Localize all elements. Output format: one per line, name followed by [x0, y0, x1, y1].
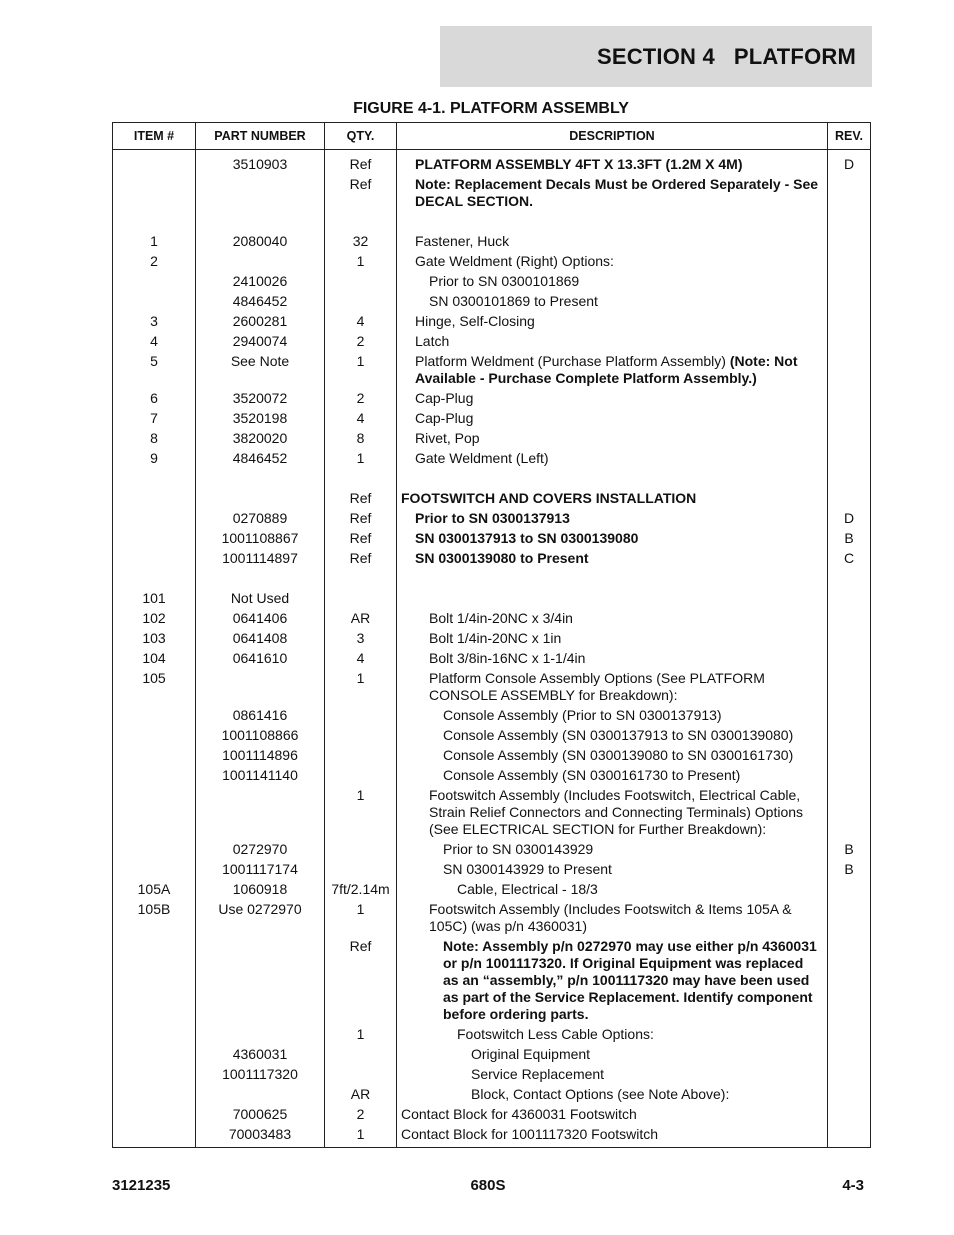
- part-number-cell: 3520072: [196, 388, 325, 408]
- description-cell: [397, 648, 828, 668]
- description-text: Gate Weldment (Right) Options:: [415, 253, 614, 269]
- table-row: [113, 879, 871, 899]
- item-number-cell: [113, 936, 196, 1024]
- part-number-cell: 1001117174: [196, 859, 325, 879]
- description-cell: [397, 408, 828, 428]
- table-row: [113, 785, 871, 839]
- item-number-cell: 4: [113, 331, 196, 351]
- description-text: SN 0300137913 to SN 0300139080: [415, 530, 639, 546]
- description-cell: [397, 668, 828, 705]
- description-text: Console Assembly (SN 0300139080 to SN 0300161730): [443, 747, 794, 763]
- table-row: [113, 291, 871, 311]
- rev-cell: [828, 936, 871, 1024]
- qty-cell: 7ft/2.14m: [325, 879, 397, 899]
- rev-cell: [828, 628, 871, 648]
- table-row: [113, 468, 871, 488]
- rev-cell: [828, 428, 871, 448]
- column-header-qty: QTY.: [325, 123, 397, 150]
- rev-cell: [828, 705, 871, 725]
- rev-cell: [828, 765, 871, 785]
- item-number-cell: [113, 785, 196, 839]
- item-number-cell: 2: [113, 251, 196, 271]
- table-row: [113, 211, 871, 231]
- description-text: Bolt 1/4in-20NC x 3/4in: [429, 610, 573, 626]
- item-number-cell: [113, 1084, 196, 1104]
- rev-cell: D: [828, 508, 871, 528]
- table-row: [113, 448, 871, 468]
- item-number-cell: [113, 568, 196, 588]
- table-row: [113, 388, 871, 408]
- description-text: Note: Replacement Decals Must be Ordered Separately - See DECAL SECTION.: [415, 176, 819, 209]
- description-text: Note: Assembly p/n 0272970 may use either p/n 4360031 or p/n 1001117320. If Original Equipment was replaced as an “assembly,” p/n 1001117320 may have been used as part of the Service Replacement. Identify component before ordering parts.: [443, 938, 817, 1022]
- rev-cell: [828, 1044, 871, 1064]
- item-number-cell: 105B: [113, 899, 196, 936]
- description-text: Prior to SN 0300137913: [415, 510, 570, 526]
- description-cell: [397, 291, 828, 311]
- part-number-cell: 1001117320: [196, 1064, 325, 1084]
- description-cell: [397, 1044, 828, 1064]
- item-number-cell: 7: [113, 408, 196, 428]
- table-row: [113, 508, 871, 528]
- item-number-cell: [113, 271, 196, 291]
- table-row: [113, 765, 871, 785]
- item-number-cell: 3: [113, 311, 196, 331]
- rev-cell: [828, 251, 871, 271]
- description-cell: [397, 1084, 828, 1104]
- table-row: [113, 408, 871, 428]
- footer-model: 680S: [470, 1177, 506, 1194]
- rev-cell: [828, 879, 871, 899]
- description-text: Prior to SN 0300143929: [443, 841, 594, 857]
- qty-cell: Ref: [325, 174, 397, 211]
- qty-cell: AR: [325, 608, 397, 628]
- table-row: [113, 1104, 871, 1124]
- rev-cell: [828, 1124, 871, 1148]
- item-number-cell: 5: [113, 351, 196, 388]
- description-text: Contact Block for 1001117320 Footswitch: [401, 1126, 659, 1142]
- section-title: SECTION 4 PLATFORM: [596, 43, 856, 69]
- description-cell: [397, 785, 828, 839]
- rev-cell: [828, 488, 871, 508]
- part-number-cell: 2410026: [196, 271, 325, 291]
- description-cell: [397, 705, 828, 725]
- item-number-cell: [113, 1044, 196, 1064]
- part-number-cell: 3820020: [196, 428, 325, 448]
- qty-cell: [325, 745, 397, 765]
- rev-cell: B: [828, 528, 871, 548]
- description-cell: [397, 251, 828, 271]
- table-row: [113, 859, 871, 879]
- rev-cell: [828, 648, 871, 668]
- description-text: SN 0300139080 to Present: [415, 550, 589, 566]
- description-text: Bolt 1/4in-20NC x 1in: [429, 630, 562, 646]
- footer-page-number: 4-3: [842, 1177, 864, 1194]
- qty-cell: 1: [325, 1124, 397, 1148]
- column-header-rev: REV.: [828, 123, 871, 150]
- description-text: Latch: [415, 333, 450, 349]
- qty-cell: 1: [325, 1024, 397, 1044]
- qty-cell: Ref: [325, 508, 397, 528]
- description-text: Footswitch Assembly (Includes Footswitch, Electrical Cable, Strain Relief Connectors and Connecting Terminals) Options (See ELECTRICAL SECTION for Further Breakdown):: [429, 787, 804, 837]
- description-cell: [397, 765, 828, 785]
- rev-cell: [828, 608, 871, 628]
- qty-cell: [325, 468, 397, 488]
- description-text: Platform Console Assembly Options (See PLATFORM CONSOLE ASSEMBLY for Breakdown):: [429, 670, 765, 703]
- description-cell: [397, 839, 828, 859]
- part-number-cell: 1001108867: [196, 528, 325, 548]
- description-text: Original Equipment: [471, 1046, 591, 1062]
- item-number-cell: [113, 548, 196, 568]
- rev-cell: [828, 785, 871, 839]
- table-row: [113, 428, 871, 448]
- description-text: Prior to SN 0300101869: [429, 273, 580, 289]
- description-text: Console Assembly (Prior to SN 0300137913): [443, 707, 722, 723]
- qty-cell: 1: [325, 351, 397, 388]
- table-row: [113, 528, 871, 548]
- item-number-cell: [113, 765, 196, 785]
- item-number-cell: [113, 488, 196, 508]
- part-number-cell: [196, 936, 325, 1024]
- table-row: [113, 745, 871, 765]
- item-number-cell: [113, 745, 196, 765]
- item-number-cell: [113, 839, 196, 859]
- description-text: Gate Weldment (Left): [415, 450, 549, 466]
- part-number-cell: 1001114897: [196, 548, 325, 568]
- item-number-cell: [113, 1104, 196, 1124]
- description-cell: [397, 211, 828, 231]
- item-number-cell: [113, 291, 196, 311]
- qty-cell: [325, 271, 397, 291]
- item-number-cell: [113, 528, 196, 548]
- rev-cell: [828, 174, 871, 211]
- part-number-cell: 1001108866: [196, 725, 325, 745]
- table-row: [113, 839, 871, 859]
- rev-cell: [828, 588, 871, 608]
- description-cell: [397, 628, 828, 648]
- description-cell: [397, 448, 828, 468]
- part-number-cell: [196, 1084, 325, 1104]
- table-row: [113, 1064, 871, 1084]
- part-number-cell: 4846452: [196, 291, 325, 311]
- qty-cell: 2: [325, 331, 397, 351]
- rev-cell: [828, 1024, 871, 1044]
- rev-cell: [828, 568, 871, 588]
- part-number-cell: 2600281: [196, 311, 325, 331]
- description-text: Service Replacement: [471, 1066, 605, 1082]
- description-cell: [397, 548, 828, 568]
- description-cell: [397, 568, 828, 588]
- rev-cell: [828, 668, 871, 705]
- rev-cell: D: [828, 150, 871, 175]
- rev-cell: B: [828, 859, 871, 879]
- rev-cell: [828, 1064, 871, 1084]
- description-cell: [397, 725, 828, 745]
- qty-cell: Ref: [325, 150, 397, 175]
- description-cell: [397, 588, 828, 608]
- item-number-cell: 6: [113, 388, 196, 408]
- part-number-cell: 0641406: [196, 608, 325, 628]
- description-cell: [397, 1024, 828, 1044]
- description-cell: [397, 488, 828, 508]
- part-number-cell: 0272970: [196, 839, 325, 859]
- table-row: [113, 488, 871, 508]
- part-number-cell: 7000625: [196, 1104, 325, 1124]
- rev-cell: [828, 448, 871, 468]
- description-text: Console Assembly (SN 0300161730 to Present): [443, 767, 741, 783]
- rev-cell: [828, 468, 871, 488]
- column-header-item: ITEM #: [113, 123, 196, 150]
- qty-cell: 8: [325, 428, 397, 448]
- part-number-cell: [196, 785, 325, 839]
- table-body: [113, 150, 871, 1148]
- description-cell: [397, 608, 828, 628]
- description-text: Cable, Electrical - 18/3: [457, 881, 598, 897]
- rev-cell: [828, 725, 871, 745]
- table-row: [113, 936, 871, 1024]
- description-text: Footswitch Assembly (Includes Footswitch & Items 105A & 105C) (was p/n 4360031): [429, 901, 792, 934]
- part-number-cell: [196, 568, 325, 588]
- table-row: [113, 628, 871, 648]
- table-row: [113, 1084, 871, 1104]
- table-row: [113, 1124, 871, 1148]
- part-number-cell: 4846452: [196, 448, 325, 468]
- part-number-cell: 0641610: [196, 648, 325, 668]
- part-number-cell: [196, 488, 325, 508]
- table-header-row: [113, 123, 871, 150]
- part-number-cell: Not Used: [196, 588, 325, 608]
- table-row: [113, 231, 871, 251]
- item-number-cell: [113, 508, 196, 528]
- item-number-cell: [113, 1064, 196, 1084]
- qty-cell: 1: [325, 899, 397, 936]
- qty-cell: Ref: [325, 488, 397, 508]
- description-cell: [397, 508, 828, 528]
- rev-cell: [828, 1084, 871, 1104]
- description-cell: [397, 879, 828, 899]
- description-cell: [397, 936, 828, 1024]
- part-number-cell: 0861416: [196, 705, 325, 725]
- part-number-cell: Use 0272970: [196, 899, 325, 936]
- qty-cell: [325, 291, 397, 311]
- rev-cell: [828, 311, 871, 331]
- item-number-cell: [113, 150, 196, 175]
- description-text: Cap-Plug: [415, 390, 474, 406]
- table-row: [113, 1044, 871, 1064]
- qty-cell: 1: [325, 251, 397, 271]
- qty-cell: 32: [325, 231, 397, 251]
- description-cell: [397, 311, 828, 331]
- qty-cell: [325, 588, 397, 608]
- item-number-cell: 1: [113, 231, 196, 251]
- part-number-cell: 0270889: [196, 508, 325, 528]
- item-number-cell: [113, 725, 196, 745]
- qty-cell: AR: [325, 1084, 397, 1104]
- part-number-cell: 70003483: [196, 1124, 325, 1148]
- part-number-cell: 2080040: [196, 231, 325, 251]
- qty-cell: 2: [325, 1104, 397, 1124]
- description-cell: [397, 331, 828, 351]
- item-number-cell: 101: [113, 588, 196, 608]
- part-number-cell: 2940074: [196, 331, 325, 351]
- figure-title: FIGURE 4-1. PLATFORM ASSEMBLY: [353, 100, 629, 117]
- rev-cell: [828, 231, 871, 251]
- rev-cell: [828, 408, 871, 428]
- item-number-cell: 9: [113, 448, 196, 468]
- table-row: [113, 174, 871, 211]
- part-number-cell: 3510903: [196, 150, 325, 175]
- section-header: [440, 26, 872, 87]
- description-cell: [397, 1124, 828, 1148]
- part-number-cell: [196, 251, 325, 271]
- rev-cell: C: [828, 548, 871, 568]
- description-text: Hinge, Self-Closing: [415, 313, 535, 329]
- table-row: [113, 588, 871, 608]
- item-number-cell: 105A: [113, 879, 196, 899]
- item-number-cell: 102: [113, 608, 196, 628]
- qty-cell: [325, 568, 397, 588]
- item-number-cell: 104: [113, 648, 196, 668]
- part-number-cell: [196, 468, 325, 488]
- qty-cell: [325, 211, 397, 231]
- part-number-cell: 1001141140: [196, 765, 325, 785]
- description-note: (Note: Not Available - Purchase Complete Platform Assembly.): [415, 353, 798, 386]
- description-cell: [397, 351, 828, 388]
- description-text: PLATFORM ASSEMBLY 4FT X 13.3FT (1.2M X 4M): [415, 156, 743, 172]
- qty-cell: [325, 705, 397, 725]
- description-cell: [397, 388, 828, 408]
- footer-manual-number: 3121235: [112, 1177, 171, 1194]
- rev-cell: [828, 291, 871, 311]
- table-row: [113, 568, 871, 588]
- table-row: [113, 668, 871, 705]
- qty-cell: [325, 859, 397, 879]
- item-number-cell: [113, 1024, 196, 1044]
- part-number-cell: [196, 211, 325, 231]
- table-row: [113, 725, 871, 745]
- table-row: [113, 1024, 871, 1044]
- rev-cell: [828, 899, 871, 936]
- rev-cell: [828, 745, 871, 765]
- description-text: Rivet, Pop: [415, 430, 480, 446]
- qty-cell: [325, 1044, 397, 1064]
- table-row: [113, 608, 871, 628]
- parts-table: [112, 122, 871, 1148]
- table-row: [113, 150, 871, 175]
- description-cell: [397, 899, 828, 936]
- description-text: SN 0300101869 to Present: [429, 293, 598, 309]
- item-number-cell: [113, 1124, 196, 1148]
- item-number-cell: 8: [113, 428, 196, 448]
- qty-cell: 1: [325, 668, 397, 705]
- table-row: [113, 311, 871, 331]
- item-number-cell: [113, 211, 196, 231]
- rev-cell: [828, 388, 871, 408]
- qty-cell: [325, 1064, 397, 1084]
- qty-cell: 4: [325, 311, 397, 331]
- table-row: [113, 899, 871, 936]
- description-text: Cap-Plug: [415, 410, 474, 426]
- table-row: [113, 271, 871, 291]
- description-text: Console Assembly (SN 0300137913 to SN 0300139080): [443, 727, 794, 743]
- description-text: Platform Weldment (Purchase Platform Assembly): [415, 353, 730, 369]
- column-header-part-number: PART NUMBER: [196, 123, 325, 150]
- column-header-description: DESCRIPTION: [397, 123, 828, 150]
- part-number-cell: 0641408: [196, 628, 325, 648]
- qty-cell: 1: [325, 785, 397, 839]
- description-text: Contact Block for 4360031 Footswitch: [401, 1106, 637, 1122]
- rev-cell: [828, 331, 871, 351]
- table-row: [113, 705, 871, 725]
- description-text: Footswitch Less Cable Options:: [457, 1026, 654, 1042]
- qty-cell: 1: [325, 448, 397, 468]
- description-cell: [397, 174, 828, 211]
- table-row: [113, 648, 871, 668]
- qty-cell: 4: [325, 408, 397, 428]
- qty-cell: Ref: [325, 528, 397, 548]
- qty-cell: 4: [325, 648, 397, 668]
- item-number-cell: [113, 859, 196, 879]
- part-number-cell: 4360031: [196, 1044, 325, 1064]
- rev-cell: [828, 211, 871, 231]
- description-cell: [397, 1104, 828, 1124]
- description-cell: [397, 231, 828, 251]
- qty-cell: Ref: [325, 548, 397, 568]
- qty-cell: Ref: [325, 936, 397, 1024]
- description-text: Fastener, Huck: [415, 233, 510, 249]
- description-cell: [397, 428, 828, 448]
- rev-cell: [828, 271, 871, 291]
- qty-cell: [325, 725, 397, 745]
- qty-cell: [325, 839, 397, 859]
- description-cell: [397, 1064, 828, 1084]
- description-text: FOOTSWITCH AND COVERS INSTALLATION: [401, 490, 697, 506]
- description-cell: [397, 468, 828, 488]
- part-number-cell: [196, 174, 325, 211]
- description-text: SN 0300143929 to Present: [443, 861, 612, 877]
- part-number-cell: 1001114896: [196, 745, 325, 765]
- description-cell: [397, 745, 828, 765]
- table-row: [113, 331, 871, 351]
- description-cell: [397, 150, 828, 175]
- qty-cell: [325, 765, 397, 785]
- table-row: [113, 548, 871, 568]
- table-row: [113, 251, 871, 271]
- item-number-cell: 105: [113, 668, 196, 705]
- part-number-cell: 1060918: [196, 879, 325, 899]
- part-number-cell: See Note: [196, 351, 325, 388]
- description-text: Bolt 3/8in-16NC x 1-1/4in: [429, 650, 586, 666]
- table-row: [113, 351, 871, 388]
- part-number-cell: 3520198: [196, 408, 325, 428]
- rev-cell: B: [828, 839, 871, 859]
- part-number-cell: [196, 1024, 325, 1044]
- description-cell: [397, 271, 828, 291]
- item-number-cell: [113, 174, 196, 211]
- qty-cell: 3: [325, 628, 397, 648]
- rev-cell: [828, 1104, 871, 1124]
- description-text: Block, Contact Options (see Note Above):: [471, 1086, 730, 1102]
- qty-cell: 2: [325, 388, 397, 408]
- item-number-cell: [113, 705, 196, 725]
- item-number-cell: [113, 468, 196, 488]
- rev-cell: [828, 351, 871, 388]
- part-number-cell: [196, 668, 325, 705]
- description-cell: [397, 528, 828, 548]
- description-cell: [397, 859, 828, 879]
- item-number-cell: 103: [113, 628, 196, 648]
